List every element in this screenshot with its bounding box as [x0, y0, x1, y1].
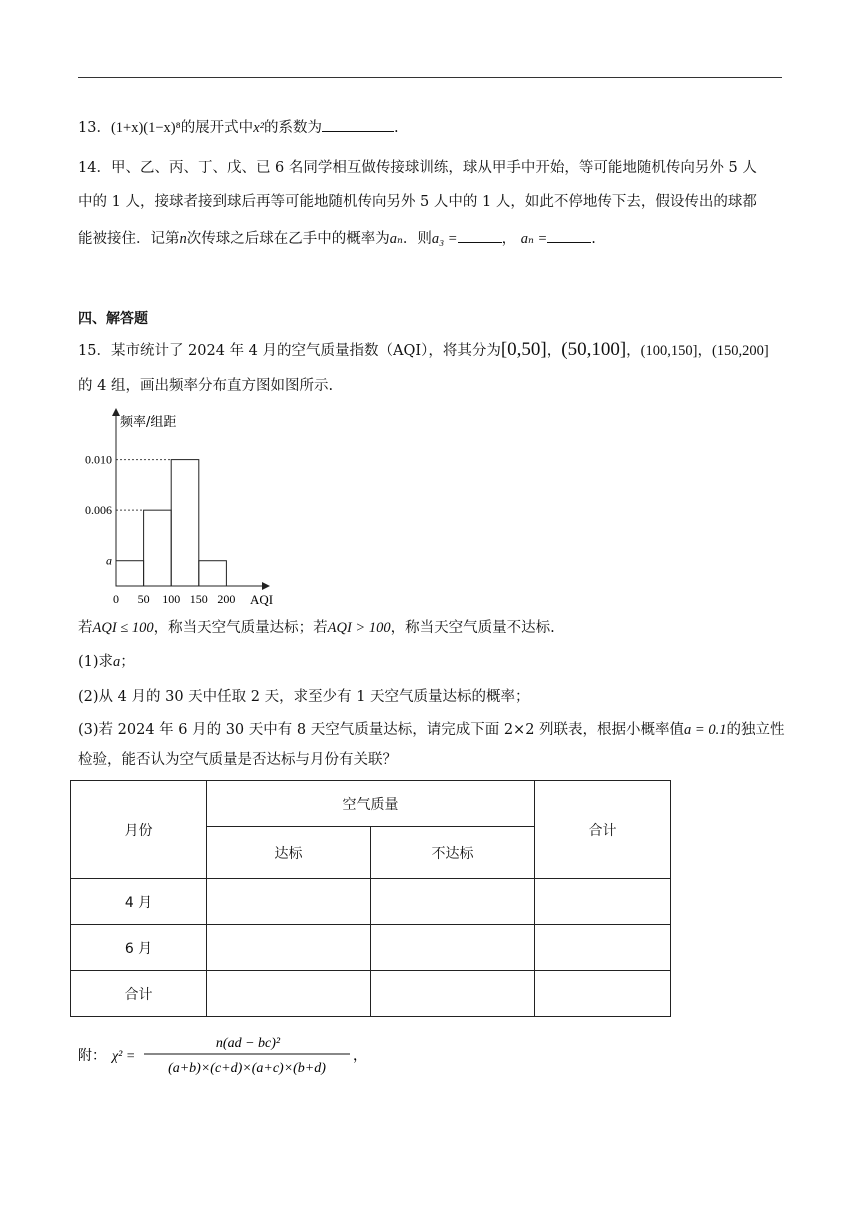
part-2: (2)从 4 月的 30 天中任取 2 天，求至少有 1 天空气质量达标的概率；: [78, 689, 530, 705]
header-air-quality: 空气质量: [207, 781, 535, 827]
question-15-line1: 15．某市统计了 2024 年 4 月的空气质量指数（AQI），将其分为[0,50]，(50,100]，(100,150]，(150,200]: [78, 339, 769, 360]
x-tick-label: 150: [189, 592, 208, 606]
header-fail: 不达标: [371, 827, 535, 879]
header-month: 月份: [71, 781, 207, 879]
header-total: 合计: [535, 781, 671, 879]
part-1: (1)求a；: [78, 654, 135, 670]
x-axis-label: AQI: [250, 592, 274, 607]
chi-square-formula: [78, 1030, 378, 1082]
header-rule: [78, 77, 782, 78]
answer-blank[interactable]: [322, 117, 394, 132]
table-cell[interactable]: [535, 925, 671, 971]
table-cell[interactable]: [207, 879, 371, 925]
part-3-line1: (3)若 2024 年 6 月的 30 天中有 8 天空气质量达标，请完成下面 2×2 列联表，根据小概率值a = 0.1的独立性: [78, 722, 785, 738]
histogram-bar: [199, 561, 227, 586]
formula-lhs: χ² =: [112, 1049, 136, 1064]
table-cell[interactable]: [207, 971, 371, 1017]
histogram-bar: [171, 460, 199, 586]
x-tick-label: 100: [162, 592, 181, 606]
x-tick-label: 50: [137, 592, 150, 606]
x-tick-label: 0: [113, 592, 119, 606]
table-cell[interactable]: [535, 971, 671, 1017]
histogram-bar: [144, 510, 172, 586]
table-cell[interactable]: [371, 925, 535, 971]
question-13: 13．(1+x)(1−x)⁸的展开式中x²的系数为 .: [78, 117, 399, 138]
question-14-line3: 能被接住．记第n次传球之后球在乙手中的概率为aₙ．则a₃ = ， aₙ = .: [78, 228, 596, 249]
formula-prefix: 附：: [78, 1048, 106, 1064]
row-label: 合计: [71, 971, 207, 1017]
formula-denominator: (a+b)×(c+d)×(a+c)×(b+d): [168, 1061, 326, 1076]
contingency-table: [70, 780, 671, 1017]
row-label: 6 月: [71, 925, 207, 971]
question-14-line2: 中的 1 人，接球者接到球后再等可能地随机传向另外 5 人中的 1 人，如此不停地传下去，假设传出的球都: [78, 194, 757, 210]
table-cell[interactable]: [371, 879, 535, 925]
header-pass: 达标: [207, 827, 371, 879]
answer-blank-an[interactable]: [547, 228, 591, 243]
histogram-bar: [116, 561, 144, 586]
condition-text: 若AQI ≤ 100，称当天空气质量达标；若AQI > 100，称当天空气质量不达标.: [78, 620, 555, 636]
row-label: 4 月: [71, 879, 207, 925]
table-cell[interactable]: [535, 879, 671, 925]
y-tick-label: 0.006: [85, 503, 112, 518]
table-cell[interactable]: [207, 925, 371, 971]
part-3-line2: 检验，能否认为空气质量是否达标与月份有关联？: [78, 752, 397, 768]
section-heading: 四、解答题: [78, 311, 148, 327]
y-axis-label: 频率/组距: [120, 415, 177, 430]
question-15-line2: 的 4 组，画出频率分布直方图如图所示.: [78, 378, 334, 394]
question-14-line1: 14．甲、乙、丙、丁、戊、已 6 名同学相互做传接球训练，球从甲手中开始，等可能地随机传向另外 5 人: [78, 160, 757, 176]
table-cell[interactable]: [371, 971, 535, 1017]
formula-tail: ，: [353, 1048, 367, 1064]
y-tick-label: a: [106, 553, 112, 568]
y-tick-label: 0.010: [85, 452, 112, 467]
histogram-chart: [70, 408, 280, 608]
answer-blank-a3[interactable]: [458, 228, 502, 243]
x-tick-label: 200: [217, 592, 236, 606]
formula-numerator: n(ad − bc)²: [215, 1036, 281, 1051]
